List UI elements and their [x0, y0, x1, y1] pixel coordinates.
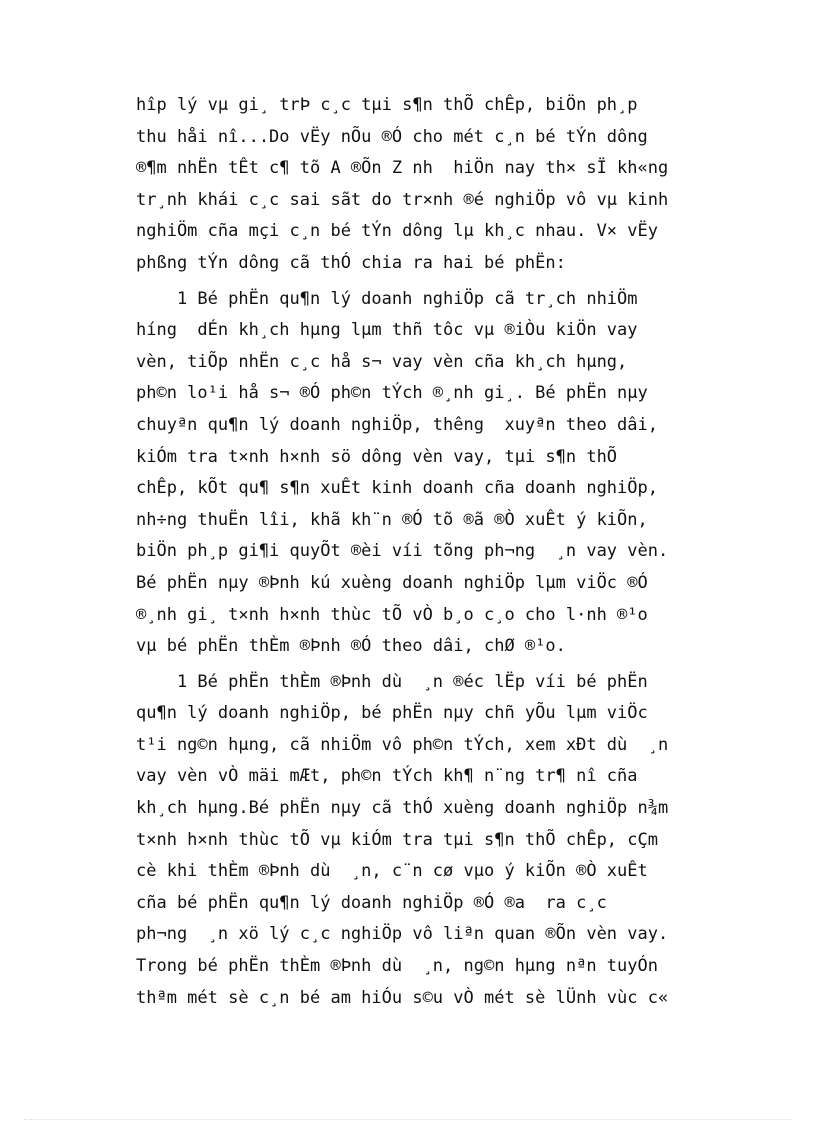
text-line: phßng tÝn dông cã thÓ chia ra hai bé phËn: — [136, 252, 566, 273]
text-line: kiÓm tra t×nh h×nh sö dông vèn vay, tµi s¶n thÕ — [136, 446, 618, 467]
text-line: tr¸nh khái c¸c sai sãt do tr×nh ®é nghiÖp vô vµ kinh — [136, 189, 669, 210]
text-line: vµ bé phËn thÈm ®Þnh ®Ó theo dâi, chØ ®¹o. — [136, 636, 566, 657]
text-line: qu¶n lý doanh nghiÖp, bé phËn nµy chñ yÕu lµm viÖc — [136, 703, 648, 724]
text-line: ®¶m nhËn tÊt c¶ tõ A ®Õn Z nh hiÖn nay th× sÏ kh«ng — [136, 158, 669, 179]
text-line: Trong bé phËn thÈm ®Þnh dù ¸n, ng©n hµng nªn tuyÓn — [136, 956, 658, 977]
text-line: 1 Bé phËn thÈm ®Þnh dù ¸n ®éc lËp víi bé phËn — [136, 671, 648, 692]
text-line: t¹i ng©n hµng, cã nhiÖm vô ph©n tÝch, xem xÐt dù ¸n — [136, 734, 669, 755]
text-line: thªm mét sè c¸n bé am hiÓu s©u vÒ mét sè lÜnh vùc c« — [136, 987, 669, 1008]
text-line: Bé phËn nµy ®Þnh kú xuèng doanh nghiÖp lµm viÖc ®Ó — [136, 572, 648, 593]
text-line: nghiÖm cña mçi c¸n bé tÝn dông lµ kh¸c nhau. V× vËy — [136, 221, 658, 242]
paragraph-appraisal-unit — [136, 667, 770, 1015]
paragraph-intro — [136, 90, 770, 280]
page-bottom-divider — [24, 1119, 792, 1120]
text-line: chuyªn qu¶n lý doanh nghiÖp, thêng xuyªn theo dâi, — [136, 414, 658, 435]
text-line: thu håi nî...Do vËy nÕu ®Ó cho mét c¸n bé tÝn dông — [136, 126, 648, 147]
text-line: ph©n lo¹i hå s¬ ®Ó ph©n tÝch ®¸nh gi¸. Bé phËn nµy — [136, 383, 648, 404]
text-line: hîp lý vµ gi¸ trÞ c¸c tµi s¶n thÕ chÊp, biÖn ph¸p — [136, 95, 638, 115]
text-line: nh÷ng thuËn lîi, khã kh¨n ®Ó tõ ®ã ®Ò xuÊt ý kiÕn, — [136, 509, 648, 530]
text-line: híng dÉn kh¸ch hµng lµm thñ tôc vµ ®iÒu kiÖn vay — [136, 320, 638, 341]
text-line: cè khi thÈm ®Þnh dù ¸n, c¨n cø vµo ý kiÕn ®Ò xuÊt — [136, 861, 648, 882]
text-line: t×nh h×nh thùc tÕ vµ kiÓm tra tµi s¶n thÕ chÊp, cÇm — [136, 829, 658, 850]
text-line: kh¸ch hµng.Bé phËn nµy cã thÓ xuèng doanh nghiÖp n¾m — [136, 798, 669, 819]
text-line: ph¬ng ¸n xö lý c¸c nghiÖp vô liªn quan ®Õn vèn vay. — [136, 924, 669, 945]
text-line: vay vèn vÒ mäi mÆt, ph©n tÝch kh¶ n¨ng tr¶ nî cña — [136, 766, 638, 787]
body-text — [136, 90, 770, 1018]
text-line: cña bé phËn qu¶n lý doanh nghiÖp ®Ó ®a ra c¸c — [136, 892, 607, 913]
text-line: ®¸nh gi¸ t×nh h×nh thùc tÕ vÒ b¸o c¸o cho l·nh ®¹o — [136, 604, 648, 625]
text-line: 1 Bé phËn qu¶n lý doanh nghiÖp cã tr¸ch nhiÖm — [136, 288, 638, 309]
paragraph-management-unit — [136, 284, 770, 663]
text-line: biÖn ph¸p gi¶i quyÕt ®èi víi tõng ph¬ng ¸n vay vèn. — [136, 541, 669, 562]
text-line: vèn, tiÕp nhËn c¸c hå s¬ vay vèn cña kh¸ch hµng, — [136, 351, 628, 372]
text-line: chÊp, kÕt qu¶ s¶n xuÊt kinh doanh cña doanh nghiÖp, — [136, 478, 658, 499]
